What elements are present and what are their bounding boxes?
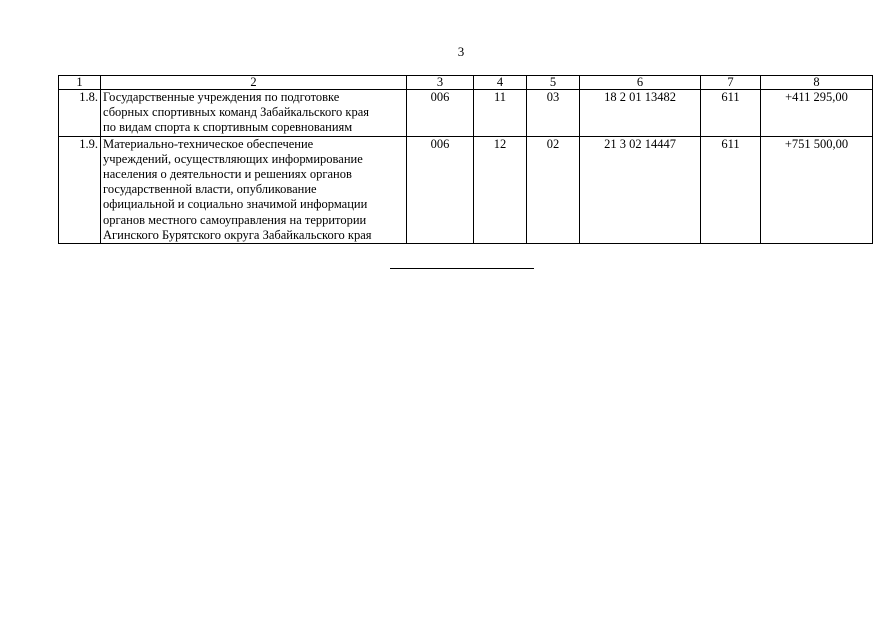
- ministry-code: 006: [407, 136, 474, 243]
- amount: +751 500,00: [761, 136, 873, 243]
- target-article-code: 18 2 01 13482: [580, 90, 701, 137]
- row-description: [101, 90, 407, 137]
- subsection-code: 03: [527, 90, 580, 137]
- description-line: сборных спортивных команд Забайкальского края: [103, 105, 370, 120]
- expense-type-code: 611: [701, 90, 761, 137]
- expense-type-code: 611: [701, 136, 761, 243]
- row-description: [101, 136, 407, 243]
- description-line: государственной власти, опубликование: [103, 182, 317, 197]
- column-header: 6: [580, 76, 701, 90]
- section-code: 12: [474, 136, 527, 243]
- column-header: 1: [59, 76, 101, 90]
- description-line: Материально-техническое обеспечение: [103, 136, 314, 151]
- description-line: Агинского Бурятского округа Забайкальского края: [103, 227, 372, 242]
- budget-table: [58, 75, 873, 244]
- ministry-code: 006: [407, 90, 474, 137]
- subsection-code: 02: [527, 136, 580, 243]
- row-number: 1.9.: [59, 136, 101, 243]
- table-row: [59, 90, 873, 137]
- column-header: 3: [407, 76, 474, 90]
- row-number: 1.8.: [59, 90, 101, 137]
- description-line: органов местного самоуправления на территории: [103, 212, 367, 227]
- table-header-row: [59, 76, 873, 90]
- description-line: Государственные учреждения по подготовке: [103, 90, 340, 104]
- description-line: населения о деятельности и решениях органов: [103, 167, 352, 182]
- target-article-code: 21 3 02 14447: [580, 136, 701, 243]
- column-header: 8: [761, 76, 873, 90]
- description-line: официальной и социально значимой информации: [103, 197, 368, 212]
- page-number: 3: [457, 44, 465, 59]
- column-header: 2: [101, 76, 407, 90]
- column-header: 4: [474, 76, 527, 90]
- table-row: [59, 136, 873, 243]
- section-code: 11: [474, 90, 527, 137]
- amount: +411 295,00: [761, 90, 873, 137]
- end-separator-line: [390, 268, 534, 269]
- column-header: 7: [701, 76, 761, 90]
- column-header: 5: [527, 76, 580, 90]
- description-line: учреждений, осуществляющих информирование: [103, 151, 363, 166]
- description-line: по видам спорта к спортивным соревнованиям: [103, 120, 353, 135]
